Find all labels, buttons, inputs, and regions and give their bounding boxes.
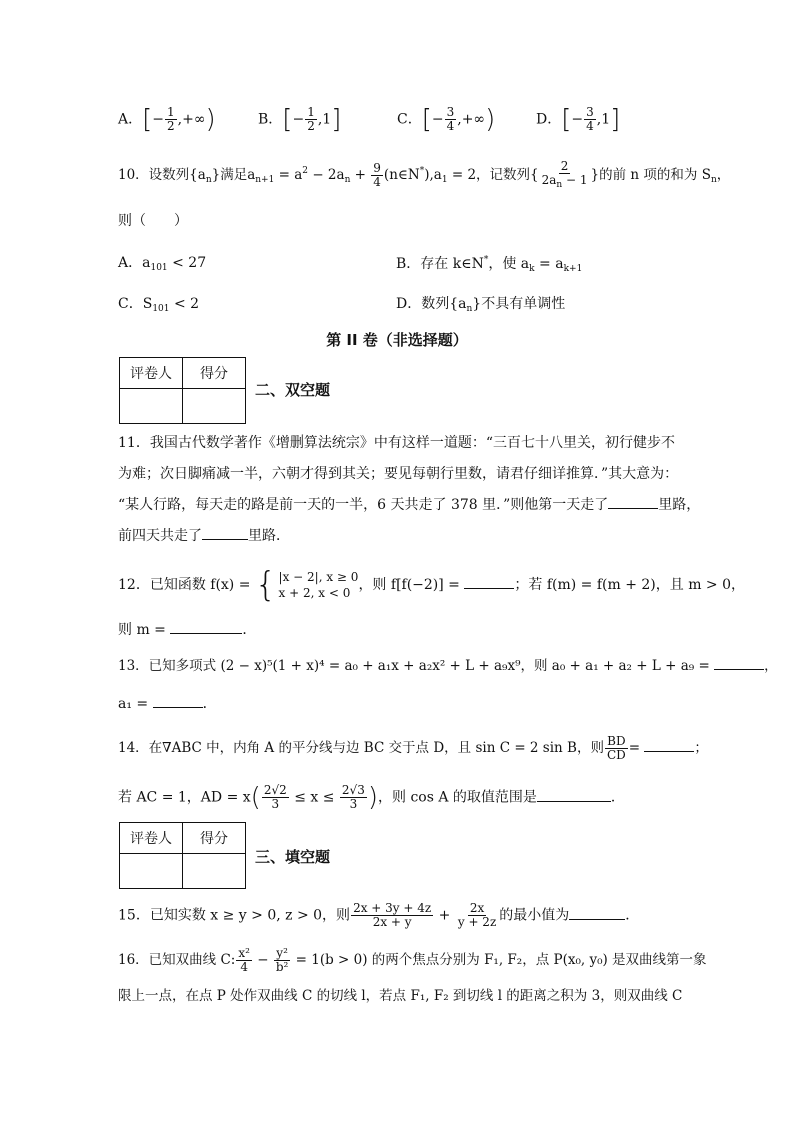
text: 则 m = xyxy=(118,622,171,638)
fraction xyxy=(540,160,590,191)
piecewise-function xyxy=(254,565,359,605)
q11-line: 为难；次日脚痛减一半，六朝才得到其关；要见每朝行里数，请君仔细详推算．”其大意为： xyxy=(118,466,679,482)
subscript: n+1 xyxy=(255,175,275,186)
text: ． xyxy=(610,789,625,806)
answer-blank[interactable] xyxy=(153,706,203,708)
subscript: n xyxy=(710,175,717,186)
text: < 27 xyxy=(167,255,207,271)
text: − xyxy=(252,952,273,969)
text: B．存在 k∈N xyxy=(396,256,484,272)
part-title: 第 II 卷（非选择题） xyxy=(326,331,468,349)
fraction xyxy=(274,947,291,974)
bracket: ) xyxy=(485,104,496,135)
text: ，则 cos A 的取值范围是 xyxy=(378,789,537,806)
option-label: A． xyxy=(118,111,143,128)
score-cell xyxy=(183,854,246,889)
text: a₁ = xyxy=(118,696,153,712)
denominator: 4 xyxy=(373,175,381,190)
fraction xyxy=(456,902,498,929)
text: 2a xyxy=(541,173,557,188)
bracket: [ xyxy=(561,104,572,135)
fraction xyxy=(445,106,457,133)
q13-line xyxy=(118,697,217,711)
option-label: D． xyxy=(536,111,562,128)
subscript: n xyxy=(205,175,212,186)
q10-then: 则（ ） xyxy=(118,213,188,229)
subscript: k xyxy=(529,264,535,274)
grader-header: 评卷人 xyxy=(120,823,183,854)
bracket: ) xyxy=(205,104,216,135)
q12-line xyxy=(118,623,256,637)
text: − 1 xyxy=(562,173,588,188)
superscript: 2 xyxy=(302,166,309,177)
q11-line xyxy=(118,498,700,512)
denominator: 2 xyxy=(307,119,315,134)
minus: − xyxy=(431,111,444,128)
q10-option-b xyxy=(396,256,582,274)
q16-line: 限上一点，在点 P 处作双曲线 C 的切线 l，若点 F₁, F₂ 到切线 l 的距离之积为 3，则双曲线 C xyxy=(118,988,683,1004)
subscript: 1 xyxy=(441,175,448,186)
text: C．S xyxy=(118,296,153,312)
bracket: [ xyxy=(142,104,153,135)
text: ， xyxy=(764,658,778,674)
denominator: 2 xyxy=(167,119,175,134)
cases xyxy=(279,569,359,601)
answer-blank[interactable] xyxy=(464,587,514,589)
denominator xyxy=(540,174,590,191)
text: 15．已知实数 x ≥ y > 0, z > 0，则 xyxy=(118,907,351,924)
denominator: 3 xyxy=(349,797,358,812)
fraction xyxy=(262,784,289,811)
denominator: y + 2z xyxy=(457,915,497,930)
text: ， xyxy=(716,167,731,184)
text: 若 AC = 1，AD = x xyxy=(118,789,251,806)
numerator: y² xyxy=(276,946,288,960)
minus: − xyxy=(152,111,165,128)
q11-line: 11．我国古代数学著作《增删算法统宗》中有这样一道题：“三百七十八里关，初行健步不 xyxy=(118,435,675,451)
numerator: 2√2 xyxy=(263,783,287,797)
grading-table xyxy=(119,822,246,889)
text: + xyxy=(434,907,455,924)
option-label: C． xyxy=(397,111,422,128)
answer-blank[interactable] xyxy=(644,750,694,752)
section-title: 二、双空题 xyxy=(255,381,331,399)
q12-line xyxy=(118,565,746,605)
text: = a xyxy=(274,167,303,184)
score-header: 得分 xyxy=(183,358,246,389)
bracket: [ xyxy=(421,104,432,135)
numerator: x² xyxy=(238,946,250,960)
fraction xyxy=(340,784,367,811)
q10-option-a xyxy=(118,256,206,273)
superscript: * xyxy=(419,166,425,177)
numerator: BD xyxy=(607,734,626,748)
fraction xyxy=(236,947,252,974)
text: 10．设数列{a xyxy=(118,167,206,184)
numerator: 2 xyxy=(560,159,569,173)
text: 里路． xyxy=(248,528,290,544)
text: }满足a xyxy=(211,167,256,184)
numerator: 1 xyxy=(307,105,315,119)
denominator: 4 xyxy=(586,119,594,134)
q9-option-d xyxy=(536,106,620,133)
numerator: 1 xyxy=(167,105,175,119)
answer-blank[interactable] xyxy=(170,632,242,634)
numerator: 2x + 3y + 4z xyxy=(353,901,432,915)
section-title: 三、填空题 xyxy=(255,848,331,866)
fraction xyxy=(165,106,177,133)
q9-option-a xyxy=(118,106,216,133)
denominator: 3 xyxy=(271,797,280,812)
numerator: 3 xyxy=(446,105,455,119)
denominator: 2x + y xyxy=(372,915,412,930)
subscript: 101 xyxy=(150,263,168,273)
text: = xyxy=(628,740,645,757)
q9-option-b xyxy=(258,106,341,133)
text: = a xyxy=(534,256,564,272)
answer-blank[interactable] xyxy=(608,507,658,509)
q10-option-d xyxy=(396,297,565,314)
subscript: n xyxy=(466,304,473,314)
text: − 2a xyxy=(308,167,345,184)
subscript: n xyxy=(556,180,563,191)
numerator: 2√3 xyxy=(341,783,365,797)
numerator: 2x xyxy=(469,901,485,915)
text: ≤ x ≤ xyxy=(289,789,339,806)
text: ；若 f(m) = f(m + 2)，且 m > 0， xyxy=(514,577,746,593)
q11-line xyxy=(118,529,290,543)
paren: ( xyxy=(250,782,261,813)
text: + xyxy=(350,167,371,184)
interval-end: ,1 xyxy=(317,111,332,128)
text: ，则 f[f(−2)] = xyxy=(358,577,465,593)
q9-option-c xyxy=(397,106,495,133)
text: D．数列{a xyxy=(396,296,467,312)
superscript: * xyxy=(483,255,489,265)
text: = 2，记数列{ xyxy=(447,167,539,184)
score-cell xyxy=(183,389,246,424)
option-label: B． xyxy=(258,111,283,128)
numerator: 9 xyxy=(373,160,381,175)
case: |x − 2|, x ≥ 0 xyxy=(278,569,359,584)
text: }不具有单调性 xyxy=(472,296,566,312)
subscript: n xyxy=(344,175,351,186)
text: 的最小值为 xyxy=(499,907,570,924)
answer-blank[interactable] xyxy=(714,668,764,670)
text: 前四天共走了 xyxy=(118,528,202,544)
numerator: 3 xyxy=(586,105,594,119)
text: 16．已知双曲线 C: xyxy=(118,952,236,969)
case: x + 2, x < 0 xyxy=(278,586,351,600)
q15-line xyxy=(118,902,639,929)
answer-blank[interactable] xyxy=(537,800,611,802)
text: ． xyxy=(202,696,217,712)
grader-header: 评卷人 xyxy=(120,358,183,389)
q16-line xyxy=(118,947,707,974)
fraction xyxy=(305,106,317,133)
grading-table xyxy=(119,357,246,424)
denominator: 4 xyxy=(240,960,248,975)
text: “某人行路，每天走的路是前一天的一半，6 天共走了 378 里．”则他第一天走了 xyxy=(118,497,609,513)
paren: ) xyxy=(367,782,378,813)
text: ； xyxy=(694,740,708,757)
denominator: b² xyxy=(275,960,289,975)
text: ),a xyxy=(424,167,442,184)
text: ． xyxy=(625,907,640,924)
fraction xyxy=(584,106,596,133)
bracket: ] xyxy=(610,104,621,135)
interval-end: ,+∞ xyxy=(457,111,486,128)
interval-end: ,1 xyxy=(596,111,611,128)
score-header: 得分 xyxy=(183,823,246,854)
text: < 2 xyxy=(169,296,200,312)
text: = 1(b > 0) 的两个焦点分别为 F₁, F₂，点 P(x₀, y₀) 是双曲线第一象 xyxy=(291,952,707,969)
subscript: 101 xyxy=(152,304,170,314)
fraction xyxy=(351,902,433,929)
text: }的前 n 项的和为 S xyxy=(590,167,711,184)
text: 12．已知函数 f(x) = xyxy=(118,577,255,593)
text: (n∈N xyxy=(383,167,420,184)
text: 14．在∇ABC 中，内角 A 的平分线与边 BC 交于点 D，且 sin C = 2 sin B，则 xyxy=(118,740,604,757)
denominator: 4 xyxy=(446,119,455,134)
q13-line xyxy=(118,660,778,674)
bracket: [ xyxy=(282,104,293,135)
brace: { xyxy=(254,565,277,605)
denominator: CD xyxy=(606,748,626,763)
text: ，使 a xyxy=(488,256,530,272)
minus: − xyxy=(292,111,305,128)
subscript: k+1 xyxy=(563,264,583,274)
fraction xyxy=(605,735,628,762)
fraction xyxy=(371,162,383,189)
text: ． xyxy=(242,622,257,638)
minus: − xyxy=(571,111,584,128)
grader-cell xyxy=(120,389,183,424)
q10-option-c xyxy=(118,297,199,314)
text: 13．已知多项式 (2 − x)⁵(1 + x)⁴ = a₀ + a₁x + a₂x² + L + a₉x⁹，则 a₀ + a₁ + a₂ + L + a₉ = xyxy=(118,658,715,674)
q14-line xyxy=(118,735,708,762)
grader-cell xyxy=(120,854,183,889)
text: 里路， xyxy=(658,497,701,513)
answer-blank[interactable] xyxy=(202,538,248,540)
q14-line xyxy=(118,784,625,811)
interval-end: ,+∞ xyxy=(177,111,206,128)
answer-blank[interactable] xyxy=(569,918,625,920)
q10-stem xyxy=(118,160,730,191)
text: A．a xyxy=(118,255,151,271)
bracket: ] xyxy=(331,104,342,135)
